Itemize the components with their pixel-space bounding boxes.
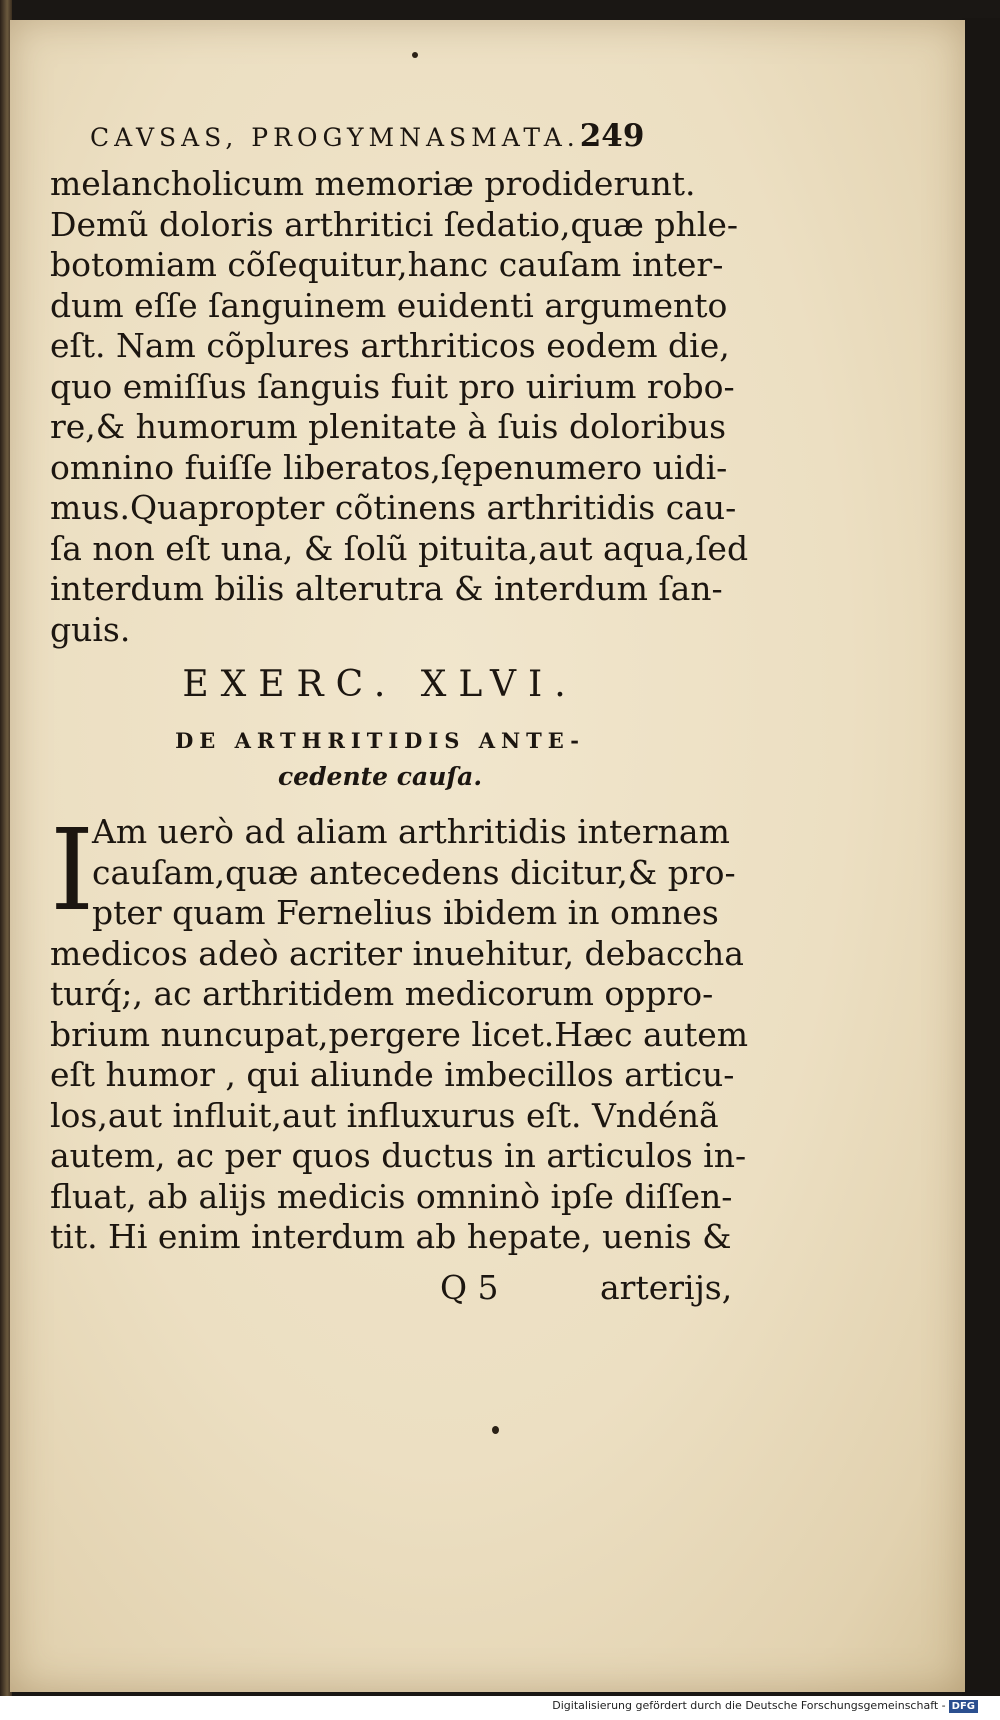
text-line: los,aut influit,aut influxurus eſt. Vndénã: [50, 1095, 719, 1135]
text-line: pter quam Fernelius ibidem in omnes: [92, 893, 719, 932]
signature-mark: Q 5: [440, 1268, 499, 1307]
text-line: brium nuncupat,pergere licet.Hæc autem: [50, 1014, 749, 1054]
text-line: omnino fuiſſe liberatos,ſępenumero uidi-: [50, 447, 728, 487]
page-foot: [440, 1268, 733, 1307]
text-line: re,& humorum plenitate à ſuis doloribus: [50, 407, 727, 446]
text-line: Am uerò ad aliam arthritidis internam: [92, 812, 730, 851]
text-line: Demũ doloris arthritici ſedatio,quæ phle-: [50, 204, 739, 244]
text-line: dum eſſe ſanguinem euidenti argumento: [50, 285, 728, 325]
text-line: fluat, ab alijs medicis omninò ipſe diſſen-: [50, 1176, 733, 1216]
text-line: eſt humor , qui aliunde imbecillos articu-: [50, 1055, 735, 1094]
paragraph-2: [50, 806, 749, 1258]
running-head-title: CAVSAS, PROGYMNASMATA.: [90, 123, 580, 152]
page-number: 249: [579, 118, 645, 154]
text-line: botomiam cõſequitur,hanc cauſam inter-: [50, 245, 724, 284]
text-line: quo emiſſus ſanguis fuit pro uirium robo-: [50, 366, 735, 406]
scan-border: [962, 18, 1000, 1698]
dfg-logo: DFG: [949, 1700, 978, 1713]
text-line: turq́;, ac arthritidem medicorum oppro-: [50, 974, 714, 1013]
text-line: tit. Hi enim interdum ab hepate, uenis &: [50, 1217, 732, 1256]
text-line: interdum bilis alterutra & interdum ſan-: [50, 569, 723, 608]
text-line: medicos adeò acriter inuehitur, debaccha: [50, 933, 744, 973]
text-line: autem, ac per quos ductus in articulos in-: [50, 1136, 747, 1175]
catchword: arterijs,: [600, 1268, 733, 1307]
text-line: eſt. Nam cõplures arthriticos eodem die,: [50, 326, 730, 365]
text-line: cauſam,quæ antecedens dicitur,& pro-: [92, 852, 736, 892]
section-subheading: DE ARTHRITIDIS ANTE-: [175, 728, 585, 753]
text-line: melancholicum memoriæ prodiderunt.: [50, 164, 696, 203]
running-head: [90, 118, 710, 154]
paragraph-1: [50, 164, 749, 650]
ink-speck: [492, 1426, 499, 1434]
funding-credit: [552, 1699, 978, 1713]
ink-speck: [412, 52, 418, 58]
drop-cap-initial: I: [50, 806, 95, 936]
section-heading: EXERC. XLVI.: [182, 664, 578, 705]
text-line: guis.: [50, 609, 131, 649]
section-subheading-continued: cedente cauſa.: [277, 762, 483, 791]
text-line: ſa non eſt una, & ſolũ pituita,aut aqua,ſed: [50, 528, 749, 568]
funding-credit-text: Digitalisierung gefördert durch die Deutsche Forschungsgemeinschaft -: [552, 1699, 946, 1712]
text-line: mus.Quapropter cõtinens arthritidis cau-: [50, 488, 737, 527]
